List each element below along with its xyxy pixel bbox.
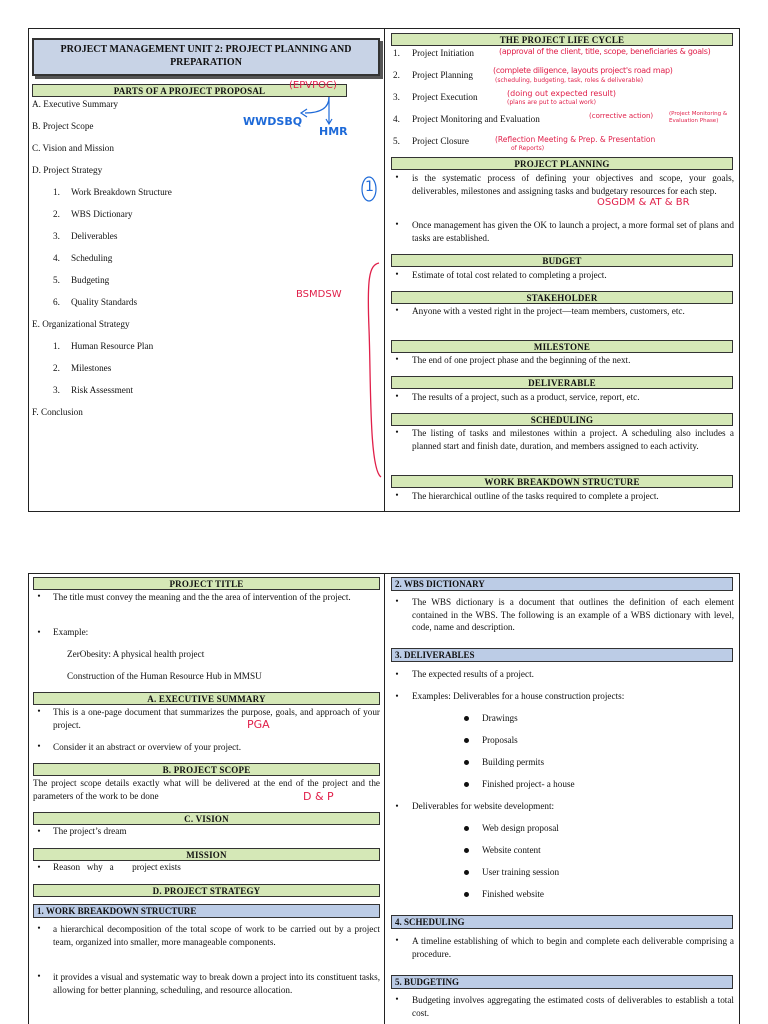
note-execution: (doing out expected result) (507, 89, 616, 98)
bullet-dot (464, 716, 469, 721)
unit-title-line1: PROJECT MANAGEMENT UNIT 2: PROJECT PLANNING AND (60, 44, 352, 55)
note-epvpoc: (EPVPOC) (289, 80, 337, 91)
life-cycle-header: THE PROJECT LIFE CYCLE (391, 33, 733, 46)
num-1: 1. (53, 187, 60, 197)
note-osgdm: OSGDM & AT & BR (597, 197, 690, 208)
unit-title-line2: PREPARATION (170, 57, 242, 68)
d-item-5: Budgeting (71, 275, 110, 285)
d-item-2: WBS Dictionary (71, 209, 133, 219)
scheduling-section-def: A timeline establishing of which to begin and complete each deliverable comprising a procedure. (412, 936, 734, 959)
scheduling-def: The listing of tasks and milestones within a project. A scheduling also includes a planned start and finish date, duration, and members assigned to each activity. (412, 428, 734, 451)
unit-title-box (32, 38, 380, 76)
bullet: • (395, 305, 399, 315)
num-6: 6. (53, 297, 60, 307)
wbs-def-2: it provides a visual and systematic way to break down a project into its constituent tasks, allowing for better planning, scheduling, and resource allocation. (53, 972, 380, 995)
exec-summary-abstract: Consider it an abstract or overview of your project. (53, 742, 242, 752)
planning-def: is the systematic process of defining your objectives and scope, your goals, deliverables, milestones and assigning tasks and budgetary resources for each step. (412, 173, 734, 196)
bullet-dot (464, 826, 469, 831)
deliverables-def: The expected results of a project. (412, 669, 534, 679)
lc-num-5: 5. (393, 136, 400, 146)
milestone-def: The end of one project phase and the beginning of the next. (412, 355, 631, 365)
life-cycle-monitoring: Project Monitoring and Evaluation (412, 114, 540, 124)
note-closure: (Reflection Meeting & Prep. & Presentation (495, 135, 656, 144)
note-dp: D & P (303, 790, 334, 803)
budget-header: BUDGET (391, 254, 733, 267)
proposal-header: PARTS OF A PROJECT PROPOSAL (32, 84, 347, 97)
house-item-1: Drawings (482, 713, 518, 723)
bullet-dot (464, 760, 469, 765)
bullet-dot (464, 738, 469, 743)
bullet: • (395, 801, 399, 811)
milestone-header: MILESTONE (391, 340, 733, 353)
e-item-3: Risk Assessment (71, 385, 134, 395)
bullet: • (37, 706, 41, 716)
bullet: • (395, 669, 399, 679)
bullet: • (37, 971, 41, 981)
note-planning: (complete diligence, layouts project's road map) (493, 66, 673, 75)
lc-num-2: 2. (393, 70, 400, 80)
part-f: F. Conclusion (32, 407, 83, 417)
life-cycle-closure: Project Closure (412, 136, 469, 146)
note-bsmdsw: BSMDSW (296, 289, 342, 300)
stakeholder-header: STAKEHOLDER (391, 291, 733, 304)
e-item-2: Milestones (71, 363, 112, 373)
note-hmr: HMR (319, 125, 348, 138)
note-closure-sub: of Reports) (511, 145, 545, 152)
note-monitoring: (corrective action) (589, 112, 654, 120)
num-5: 5. (53, 275, 60, 285)
exec-summary-header: A. EXECUTIVE SUMMARY (33, 692, 380, 705)
bullet: • (37, 923, 41, 933)
wbs-section-header: 1. WORK BREAKDOWN STRUCTURE (33, 904, 380, 918)
page1-right-column (385, 29, 739, 511)
page2-right-column (385, 574, 739, 1024)
bullet: • (395, 691, 399, 701)
bullet: • (395, 994, 399, 1004)
bullet-dot (464, 870, 469, 875)
note-execution-sub: (plans are put to actual work) (507, 99, 596, 106)
budgeting-section-header: 5. BUDGETING (391, 975, 733, 989)
planning-header: PROJECT PLANNING (391, 157, 733, 170)
num-e3: 3. (53, 385, 60, 395)
planning-approval: Once management has given the OK to launch a project, a more formal set of plans and tasks are established. (412, 220, 734, 243)
deliverables-web-intro: Deliverables for website development: (412, 801, 555, 811)
example-2: Construction of the Human Resource Hub in MMSU (67, 671, 262, 681)
web-item-4: Finished website (482, 889, 545, 899)
d-item-6: Quality Standards (71, 297, 138, 307)
vision-header: C. VISION (33, 812, 380, 825)
part-c: C. Vision and Mission (32, 143, 114, 153)
bullet: • (395, 427, 399, 437)
bullet-dot (464, 848, 469, 853)
house-item-3: Building permits (482, 757, 545, 767)
e-item-1: Human Resource Plan (71, 341, 154, 351)
house-item-4: Finished project- a house (482, 779, 575, 789)
wbs-def-1: a hierarchical decomposition of the total scope of work to be carried out by a project team, organized into smaller, more manageable components. (53, 924, 380, 947)
bullet: • (395, 354, 399, 364)
bullet: • (37, 627, 41, 637)
bullet: • (395, 269, 399, 279)
note-initiation: (approval of the client, title, scope, beneficiaries & goals) (499, 47, 711, 56)
example-1: ZerObesity: A physical health project (67, 649, 205, 659)
bullet-dot (464, 892, 469, 897)
project-scope-header: B. PROJECT SCOPE (33, 763, 380, 776)
note-wwdsbq: WWDSBQ (243, 115, 303, 128)
web-item-3: User training session (482, 867, 560, 877)
num-2: 2. (53, 209, 60, 219)
page-1 (28, 28, 740, 512)
scheduling-header: SCHEDULING (391, 413, 733, 426)
lc-num-4: 4. (393, 114, 400, 124)
title-rule: The title must convey the meaning and the the area of intervention of the project. (53, 592, 351, 602)
num-4: 4. (53, 253, 60, 263)
bullet: • (37, 826, 41, 836)
part-b: B. Project Scope (32, 121, 94, 131)
exec-summary-def: This is a one-page document that summarizes the purpose, goals, and approach of your project. (53, 707, 380, 730)
d-item-4: Scheduling (71, 253, 113, 263)
deliverables-house-intro: Examples: Deliverables for a house construction projects: (412, 691, 625, 701)
mission-header: MISSION (33, 848, 380, 861)
note-planning-sub: (scheduling, budgeting, task, roles & deliverable) (495, 77, 644, 84)
note-circled-one: 1 (365, 179, 374, 195)
deliverable-def: The results of a project, such as a product, service, report, etc. (412, 392, 640, 402)
wbs-dictionary-def: The WBS dictionary is a document that outlines the definition of each element contained in the WBS. The following is an example of a WBS dictionary with level, code, name and description. (412, 597, 734, 632)
life-cycle-initiation: Project Initiation (412, 48, 475, 58)
note-monitoring-alt: (Project Monitoring & Evaluation Phase) (669, 111, 728, 124)
project-title-header: PROJECT TITLE (33, 577, 380, 590)
d-item-1: Work Breakdown Structure (71, 187, 172, 197)
vision-def: The project’s dream (53, 826, 127, 836)
wbs-header: WORK BREAKDOWN STRUCTURE (391, 475, 733, 488)
bullet: • (37, 741, 41, 751)
page1-left-column (29, 29, 385, 511)
d-item-3: Deliverables (71, 231, 118, 241)
num-e1: 1. (53, 341, 60, 351)
life-cycle-execution: Project Execution (412, 92, 478, 102)
bullet: • (37, 862, 41, 872)
wbs-dictionary-header: 2. WBS DICTIONARY (391, 577, 733, 591)
mission-def: Reason why a project exists (53, 862, 181, 872)
bullet: • (395, 596, 399, 606)
part-e: E. Organizational Strategy (32, 319, 130, 329)
web-item-2: Website content (482, 845, 541, 855)
page2-left-column (29, 574, 385, 1024)
bullet: • (395, 490, 399, 500)
deliverables-header: 3. DELIVERABLES (391, 648, 733, 662)
part-d: D. Project Strategy (32, 165, 103, 175)
life-cycle-planning: Project Planning (412, 70, 473, 80)
budgeting-section-def: Budgeting involves aggregating the estimated costs of deliverables to establish a total cost. (412, 995, 734, 1018)
bullet: • (37, 591, 41, 601)
note-pga: PGA (247, 718, 270, 731)
page-2 (28, 573, 740, 1024)
budget-def: Estimate of total cost related to completing a project. (412, 270, 607, 280)
num-e2: 2. (53, 363, 60, 373)
scheduling-section-header: 4. SCHEDULING (391, 915, 733, 929)
bullet: • (395, 935, 399, 945)
lc-num-1: 1. (393, 48, 400, 58)
deliverable-header: DELIVERABLE (391, 376, 733, 389)
bullet: • (395, 391, 399, 401)
strategy-header: D. PROJECT STRATEGY (33, 884, 380, 897)
bullet: • (395, 172, 399, 182)
bullet: • (395, 219, 399, 229)
lc-num-3: 3. (393, 92, 400, 102)
project-scope-def: The project scope details exactly what will be delivered at the end of the project and the parameters of the work to be done (33, 778, 380, 801)
bullet-dot (464, 782, 469, 787)
wbs-def: The hierarchical outline of the tasks required to complete a project. (412, 491, 659, 501)
house-item-2: Proposals (482, 735, 518, 745)
stakeholder-def: Anyone with a vested right in the project—team members, customers, etc. (412, 306, 685, 316)
example-label: Example: (53, 627, 89, 637)
web-item-1: Web design proposal (482, 823, 559, 833)
num-3: 3. (53, 231, 60, 241)
part-a: A. Executive Summary (32, 99, 118, 109)
